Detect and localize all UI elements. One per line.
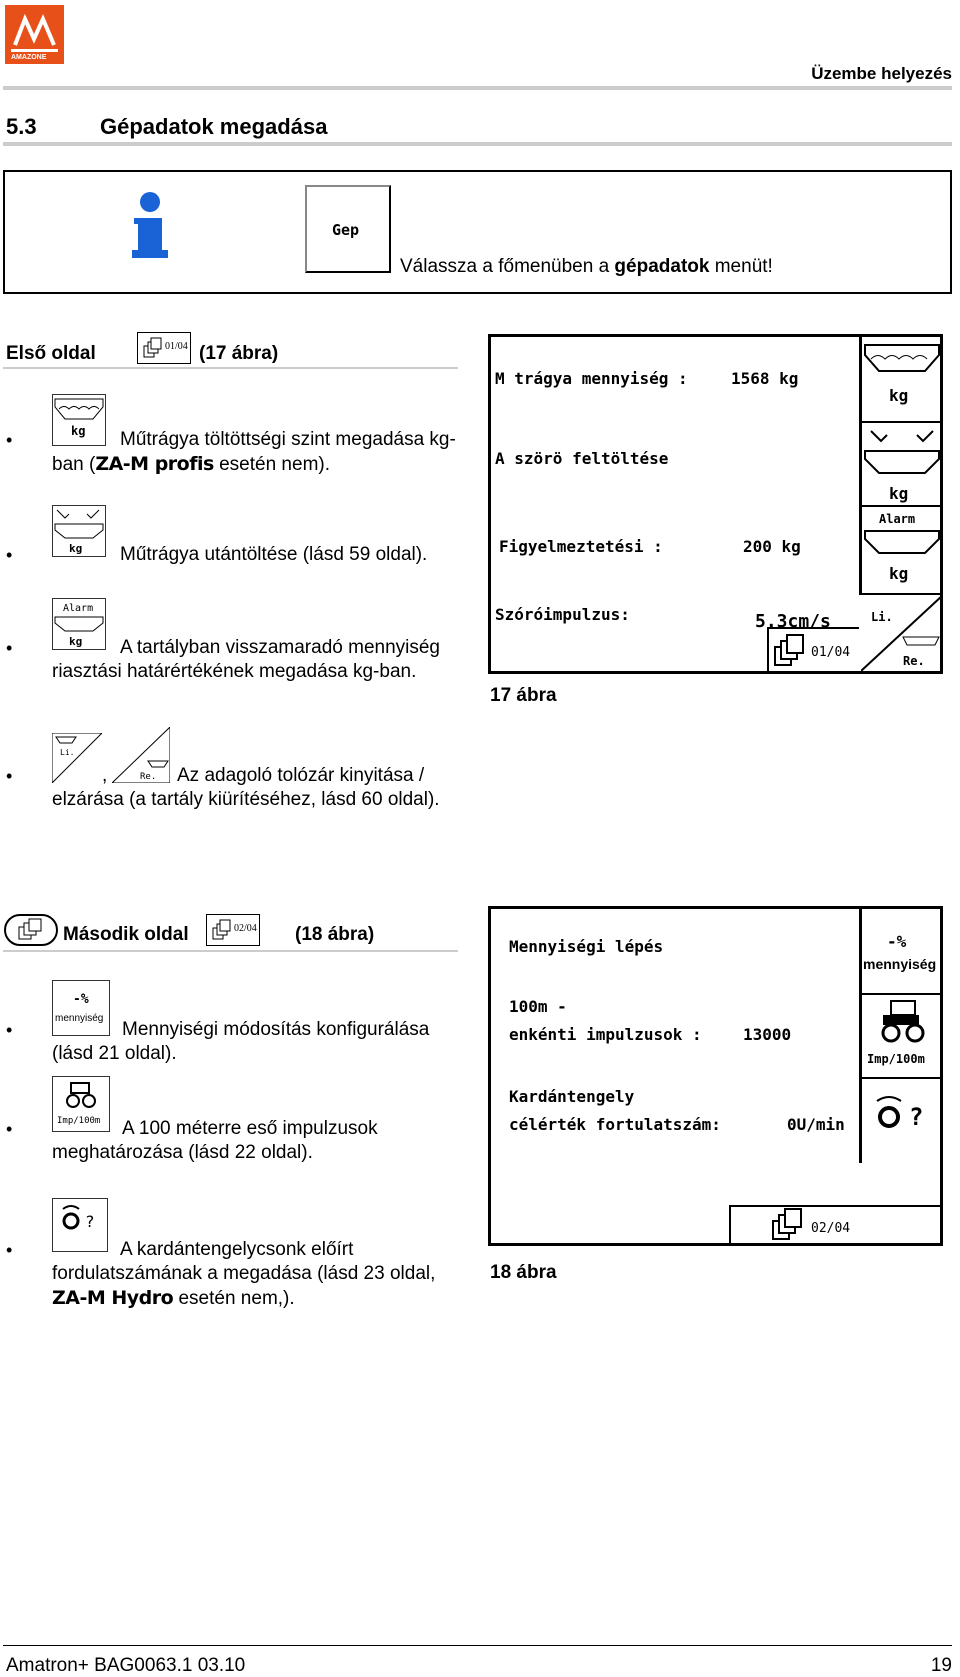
screen-label: Mennyiségi lépés: [509, 937, 664, 956]
figure-caption-18: 18 ábra: [490, 1262, 557, 1283]
svg-text:Li.: Li.: [871, 610, 893, 624]
section-title: Gépadatok megadása: [100, 114, 328, 139]
svg-text:kg: kg: [71, 424, 86, 438]
svg-text:-%: -%: [73, 992, 89, 1007]
svg-text:Re.: Re.: [903, 654, 925, 668]
list-item: • Műtrágya töltöttségi szint megadása kg-ban (ZA-M profis esetén nem).: [6, 429, 456, 475]
screen-page-indicator: 01/04: [767, 627, 859, 671]
screen-page1: [488, 334, 943, 674]
svg-text:Re.: Re.: [140, 772, 157, 782]
screen-value: 13000: [743, 1025, 792, 1044]
section-number: 5.3: [6, 114, 37, 139]
svg-text:mennyiség: mennyiség: [55, 1013, 104, 1024]
svg-text:kg: kg: [889, 564, 909, 583]
screen-impulse-icon[interactable]: [861, 997, 943, 1077]
list-item: • A 100 méterre eső impulzusok meghatározása (lásd 22 oldal).: [6, 1118, 378, 1163]
header-rule: [3, 86, 952, 90]
screen-label: M trágya mennyiség :: [495, 369, 688, 388]
svg-text:mennyiség: mennyiség: [863, 956, 937, 972]
footer-page-number: 19: [930, 1655, 952, 1676]
screen-label: Kardántengely: [509, 1087, 635, 1106]
page-switch-icon[interactable]: [4, 914, 58, 946]
page2-rule: [3, 950, 458, 952]
list-item: • A tartályban visszamaradó mennyiség riasztási határértékének megadása kg-ban.: [6, 637, 440, 682]
screen-alarm-icon[interactable]: [861, 509, 943, 593]
chapter-title: Üzembe helyezés: [811, 64, 952, 83]
page1-rule: [3, 367, 458, 369]
list-item: • Mennyiségi módosítás konfigurálása (lásd 21 oldal).: [6, 1019, 430, 1064]
page1-indicator: 01/04: [137, 332, 191, 364]
svg-text:?: ?: [85, 1212, 95, 1231]
svg-text:Imp/100m: Imp/100m: [867, 1052, 925, 1066]
info-icon: [130, 192, 170, 260]
screen-label: 100m -: [509, 997, 567, 1016]
svg-text:?: ?: [909, 1103, 924, 1131]
screen-value: 5.3cm/s: [755, 611, 831, 632]
svg-text:Imp/100m: Imp/100m: [57, 1116, 101, 1126]
screen-value: 0U/min: [787, 1115, 845, 1134]
screen-hopper-kg-icon[interactable]: [861, 341, 943, 421]
screen-label: enkénti impulzusok :: [509, 1025, 702, 1044]
page1-figure-ref: (17 ábra): [199, 343, 279, 364]
screen-shutter-icon[interactable]: [861, 595, 943, 671]
figure-caption-17: 17 ábra: [490, 685, 557, 706]
screen-label: A szörö feltöltése: [495, 449, 669, 468]
svg-text:-%: -%: [887, 932, 907, 951]
info-instruction: Válassza a főmenüben a gépadatok menüt!: [400, 256, 773, 277]
page2-indicator: 02/04: [206, 914, 260, 946]
amazone-logo: AMAZONE: [5, 5, 64, 64]
svg-text:kg: kg: [889, 484, 909, 503]
list-item: • A kardántengelycsonk előírt fordulatszámának a megadása (lásd 23 oldal, ZA-M Hydro esetén nem,).: [6, 1239, 436, 1309]
svg-text:kg: kg: [69, 542, 83, 555]
section-rule: [3, 142, 952, 146]
screen-quantity-step-icon[interactable]: [861, 913, 943, 993]
screen-refill-icon[interactable]: [861, 425, 943, 505]
footer-rule: [3, 1645, 952, 1646]
gep-button[interactable]: Gep: [305, 185, 391, 273]
svg-text:kg: kg: [69, 635, 83, 648]
svg-text:Alarm: Alarm: [63, 603, 94, 614]
footer-doc-id: Amatron+ BAG0063.1 03.10: [6, 1655, 246, 1676]
list-item: • Műtrágya utántöltése (lásd 59 oldal).: [6, 544, 428, 565]
screen-value: 1568 kg: [731, 369, 799, 388]
screen-page2: [488, 906, 943, 1246]
page2-title: Második oldal: [63, 924, 189, 945]
page2-figure-ref: (18 ábra): [295, 924, 375, 945]
screen-label: célérték fortulatszám:: [509, 1115, 721, 1134]
screen-label: Szóróimpulzus:: [495, 605, 630, 624]
list-item: • , Az adagoló tolózár kinyitása / elzárása (a tartály kiürítéséhez, lásd 60 oldal).: [6, 765, 440, 810]
svg-text:Li.: Li.: [60, 748, 75, 757]
screen-value: 200 kg: [743, 537, 801, 556]
screen-label: Figyelmeztetési :: [499, 537, 663, 556]
svg-text:Alarm: Alarm: [879, 512, 916, 526]
svg-text:kg: kg: [889, 386, 909, 405]
page1-title: Első oldal: [6, 343, 96, 364]
screen-page-indicator: 02/04: [729, 1205, 943, 1243]
screen-pto-speed-icon[interactable]: [861, 1081, 943, 1161]
